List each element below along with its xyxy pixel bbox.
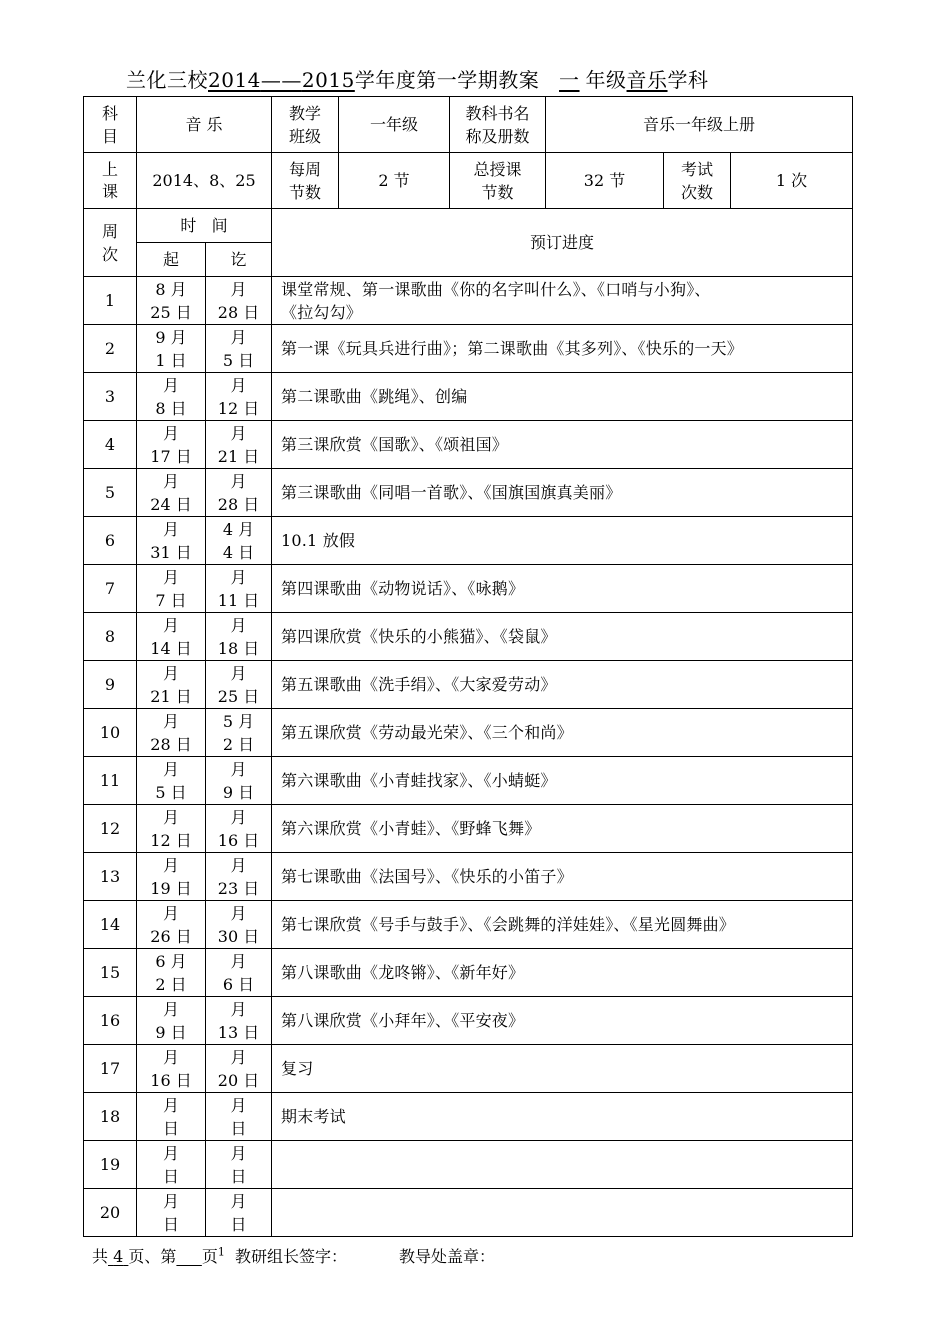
table-row	[84, 757, 853, 805]
plan-text: 期末考试	[272, 1093, 853, 1141]
year-end: 2015	[301, 68, 355, 92]
table-row	[84, 277, 853, 325]
grade-suffix: 年级	[585, 68, 627, 92]
week-number: 17	[84, 1045, 137, 1093]
end-date: 月 16 日	[206, 805, 272, 853]
end-date: 月 23 日	[206, 853, 272, 901]
table-row	[84, 517, 853, 565]
plan-text: 第八课欣赏《小拜年》、《平安夜》	[272, 997, 853, 1045]
grade-value: 一	[559, 68, 580, 92]
start-date: 月 日	[137, 1141, 206, 1189]
week-number: 3	[84, 373, 137, 421]
year-dash: ——	[260, 68, 302, 92]
week-number: 10	[84, 709, 137, 757]
plan-text: 复习	[272, 1045, 853, 1093]
plan-text: 10.1 放假	[272, 517, 853, 565]
plan-text: 课堂常规、第一课歌曲《你的名字叫什么》、《口哨与小狗》、 《拉勾勾》	[272, 277, 853, 325]
end-date: 月 18 日	[206, 613, 272, 661]
plan-text	[272, 1189, 853, 1237]
table-row	[84, 1189, 853, 1237]
plan-text: 第八课歌曲《龙咚锵》、《新年好》	[272, 949, 853, 997]
term-label: 学年度第一学期教案	[354, 68, 540, 92]
table-row	[84, 949, 853, 997]
plan-text	[272, 1141, 853, 1189]
week-number: 14	[84, 901, 137, 949]
week-number: 12	[84, 805, 137, 853]
table-row	[84, 805, 853, 853]
end-date: 5 月 2 日	[206, 709, 272, 757]
start-date: 月 7 日	[137, 565, 206, 613]
info-row-1	[84, 97, 853, 153]
footer-page-blank	[176, 1247, 201, 1266]
lesson-plan-table	[83, 96, 853, 1237]
footer-page-number: 1	[217, 1245, 225, 1259]
table-row	[84, 373, 853, 421]
table-row	[84, 709, 853, 757]
week-number: 16	[84, 997, 137, 1045]
week-header: 周 次	[84, 209, 137, 277]
start-date: 月 12 日	[137, 805, 206, 853]
end-date: 月 21 日	[206, 421, 272, 469]
total-label: 总授课 节数	[450, 153, 546, 209]
subject-value-cell: 音 乐	[137, 97, 272, 153]
start-date: 月 21 日	[137, 661, 206, 709]
start-header: 起	[137, 243, 206, 277]
table-row	[84, 1141, 853, 1189]
end-date: 月 28 日	[206, 469, 272, 517]
week-number: 5	[84, 469, 137, 517]
start-date: 月 16 日	[137, 1045, 206, 1093]
start-value: 2014、8、25	[137, 153, 272, 209]
plan-text: 第七课歌曲《法国号》、《快乐的小笛子》	[272, 853, 853, 901]
footer	[92, 1244, 495, 1267]
plan-text: 第七课欣赏《号手与鼓手》、《会跳舞的洋娃娃》、《星光圆舞曲》	[272, 901, 853, 949]
plan-text: 第六课欣赏《小青蛙》、《野蜂飞舞》	[272, 805, 853, 853]
table-row	[84, 1093, 853, 1141]
week-number: 11	[84, 757, 137, 805]
week-number: 9	[84, 661, 137, 709]
start-date: 月 17 日	[137, 421, 206, 469]
table-row	[84, 469, 853, 517]
subject-label: 科 目	[84, 97, 137, 153]
plan-text: 第五课歌曲《洗手绢》、《大家爱劳动》	[272, 661, 853, 709]
week-number: 7	[84, 565, 137, 613]
schedule-header-row-1	[84, 209, 853, 243]
start-label: 上 课	[84, 153, 137, 209]
footer-total-pages	[108, 1247, 128, 1266]
footer-page-mid: 页、第	[128, 1247, 177, 1266]
start-date: 8 月 25 日	[137, 277, 206, 325]
week-number: 4	[84, 421, 137, 469]
year-start: 2014	[208, 68, 261, 92]
week-number: 8	[84, 613, 137, 661]
start-date: 月 9 日	[137, 997, 206, 1045]
plan-text: 第三课欣赏《国歌》、《颂祖国》	[272, 421, 853, 469]
start-date: 月 日	[137, 1093, 206, 1141]
start-date: 9 月 1 日	[137, 325, 206, 373]
end-date: 月 5 日	[206, 325, 272, 373]
table-row	[84, 565, 853, 613]
table-row	[84, 997, 853, 1045]
plan-header: 预订进度	[272, 209, 853, 277]
start-date: 月 14 日	[137, 613, 206, 661]
plan-text: 第二课歌曲《跳绳》、创编	[272, 373, 853, 421]
week-number: 20	[84, 1189, 137, 1237]
table-row	[84, 853, 853, 901]
week-number: 18	[84, 1093, 137, 1141]
weekly-value: 2 节	[339, 153, 450, 209]
end-date: 月 日	[206, 1093, 272, 1141]
week-number: 6	[84, 517, 137, 565]
end-date: 4 月 4 日	[206, 517, 272, 565]
end-date: 月 13 日	[206, 997, 272, 1045]
total-pages-value: 4	[113, 1247, 124, 1266]
class-label: 教学 班级	[272, 97, 339, 153]
start-date: 月 26 日	[137, 901, 206, 949]
exam-label: 考试 次数	[664, 153, 731, 209]
end-date: 月 日	[206, 1189, 272, 1237]
exam-value: 1 次	[731, 153, 853, 209]
end-header: 讫	[206, 243, 272, 277]
plan-text: 第五课欣赏《劳动最光荣》、《三个和尚》	[272, 709, 853, 757]
footer-page-suffix: 页	[201, 1247, 218, 1266]
schedule-body	[84, 277, 853, 1237]
total-value: 32 节	[546, 153, 664, 209]
end-date: 月 6 日	[206, 949, 272, 997]
table-row	[84, 421, 853, 469]
week-number: 15	[84, 949, 137, 997]
document-title	[126, 64, 709, 93]
start-date: 月 31 日	[137, 517, 206, 565]
school-name: 兰化三校	[126, 68, 208, 92]
footer-office-stamp: 教导处盖章：	[399, 1247, 496, 1266]
year-range	[208, 68, 355, 92]
start-date: 月 5 日	[137, 757, 206, 805]
start-date: 月 24 日	[137, 469, 206, 517]
end-date: 月 12 日	[206, 373, 272, 421]
end-date: 月 11 日	[206, 565, 272, 613]
plan-text: 第四课歌曲《动物说话》、《咏鹅》	[272, 565, 853, 613]
end-date: 月 日	[206, 1141, 272, 1189]
week-number: 2	[84, 325, 137, 373]
start-date: 月 19 日	[137, 853, 206, 901]
table-row	[84, 613, 853, 661]
table-row	[84, 901, 853, 949]
plan-text: 第四课欣赏《快乐的小熊猫》、《袋鼠》	[272, 613, 853, 661]
end-date: 月 25 日	[206, 661, 272, 709]
start-date: 月 8 日	[137, 373, 206, 421]
time-header: 时 间	[137, 209, 272, 243]
table-row	[84, 661, 853, 709]
weekly-label: 每周 节数	[272, 153, 339, 209]
start-date: 月 日	[137, 1189, 206, 1237]
subject-suffix: 学科	[667, 68, 709, 92]
end-date: 月 20 日	[206, 1045, 272, 1093]
end-date: 月 30 日	[206, 901, 272, 949]
book-value: 音乐一年级上册	[546, 97, 853, 153]
info-row-2	[84, 153, 853, 209]
class-value: 一年级	[339, 97, 450, 153]
start-date: 月 28 日	[137, 709, 206, 757]
footer-total-prefix: 共	[92, 1247, 109, 1266]
week-number: 1	[84, 277, 137, 325]
lesson-plan-table-wrapper	[83, 96, 852, 1237]
end-date: 月 28 日	[206, 277, 272, 325]
book-label: 教科书名 称及册数	[450, 97, 546, 153]
end-date: 月 9 日	[206, 757, 272, 805]
plan-text: 第六课歌曲《小青蛙找家》、《小蜻蜓》	[272, 757, 853, 805]
table-row	[84, 1045, 853, 1093]
week-number: 13	[84, 853, 137, 901]
subject-value: 音乐	[626, 68, 668, 92]
start-date: 6 月 2 日	[137, 949, 206, 997]
plan-text: 第一课《玩具兵进行曲》；第二课歌曲《其多列》、《快乐的一天》	[272, 325, 853, 373]
table-row	[84, 325, 853, 373]
plan-text: 第三课歌曲《同唱一首歌》、《国旗国旗真美丽》	[272, 469, 853, 517]
week-number: 19	[84, 1141, 137, 1189]
footer-leader-sign: 教研组长签字：	[235, 1247, 348, 1266]
